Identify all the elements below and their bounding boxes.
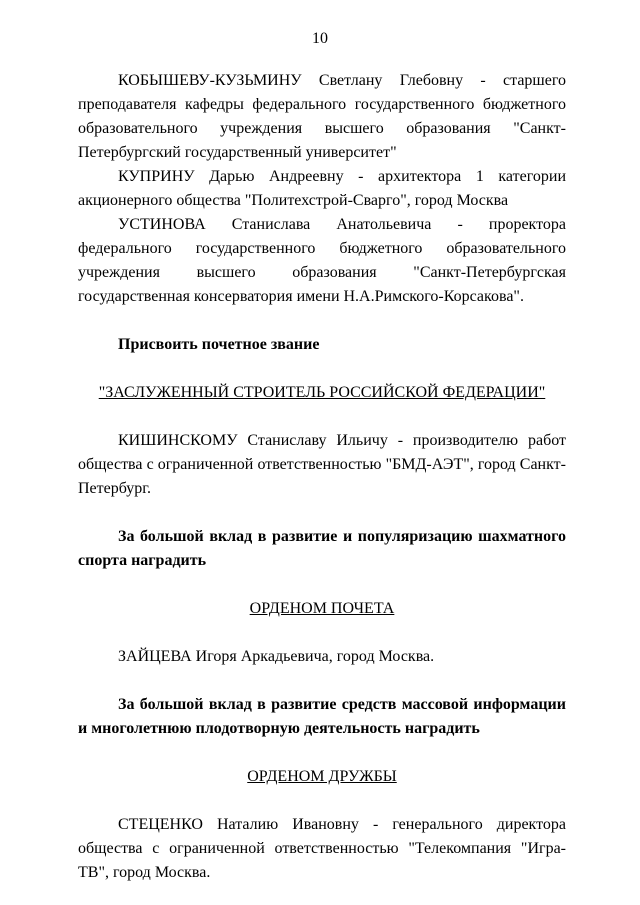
award-entry-ustinov: УСТИНОВА Станислава Анатольевича - проректора федерального государственного бюджетного образовательного учреждения высшего образования "Санкт-Петербургская государственная консерватория имени Н.А.Римского-Корсакова".: [78, 216, 566, 305]
award-entry-kobysheva: КОБЫШЕВУ-КУЗЬМИНУ Светлану Глебовну - старшего преподавателя кафедры федерального государственного бюджетного образовательного учреждения высшего образования "Санкт-Петербургский государственный университет": [78, 72, 566, 161]
award-entry-zaytsev: ЗАЙЦЕВА Игоря Аркадьевича, город Москва.: [118, 648, 435, 665]
award-entry-kishinsky: КИШИНСКОМУ Станиславу Ильичу - производителю работ общества с ограниченной ответственностью "БМД-АЭТ", город Санкт-Петербург.: [78, 432, 566, 497]
section-intro-title-award: Присвоить почетное звание: [118, 336, 320, 353]
order-of-friendship-heading: ОРДЕНОМ ДРУЖБЫ: [247, 768, 397, 785]
award-entry-stetsenko: СТЕЦЕНКО Наталию Ивановну - генерального директора общества с ограниченной ответственностью "Телекомпания "Игра-ТВ", город Москва.: [78, 816, 566, 881]
honorary-title-heading: "ЗАСЛУЖЕННЫЙ СТРОИТЕЛЬ РОССИЙСКОЙ ФЕДЕРАЦИИ": [98, 384, 546, 401]
section-intro-chess: За большой вклад в развитие и популяризацию шахматного спорта наградить: [78, 528, 566, 569]
section-intro-media: За большой вклад в развитие средств массовой информации и многолетнюю плодотворную деятельность наградить: [78, 696, 566, 737]
award-entry-kuprina: КУПРИНУ Дарью Андреевну - архитектора 1 категории акционерного общества "Политехстрой-Сварго", город Москва: [78, 168, 566, 209]
order-of-honour-heading: ОРДЕНОМ ПОЧЕТА: [249, 600, 395, 617]
page-number: 10: [312, 30, 328, 47]
document-body: [78, 69, 566, 885]
